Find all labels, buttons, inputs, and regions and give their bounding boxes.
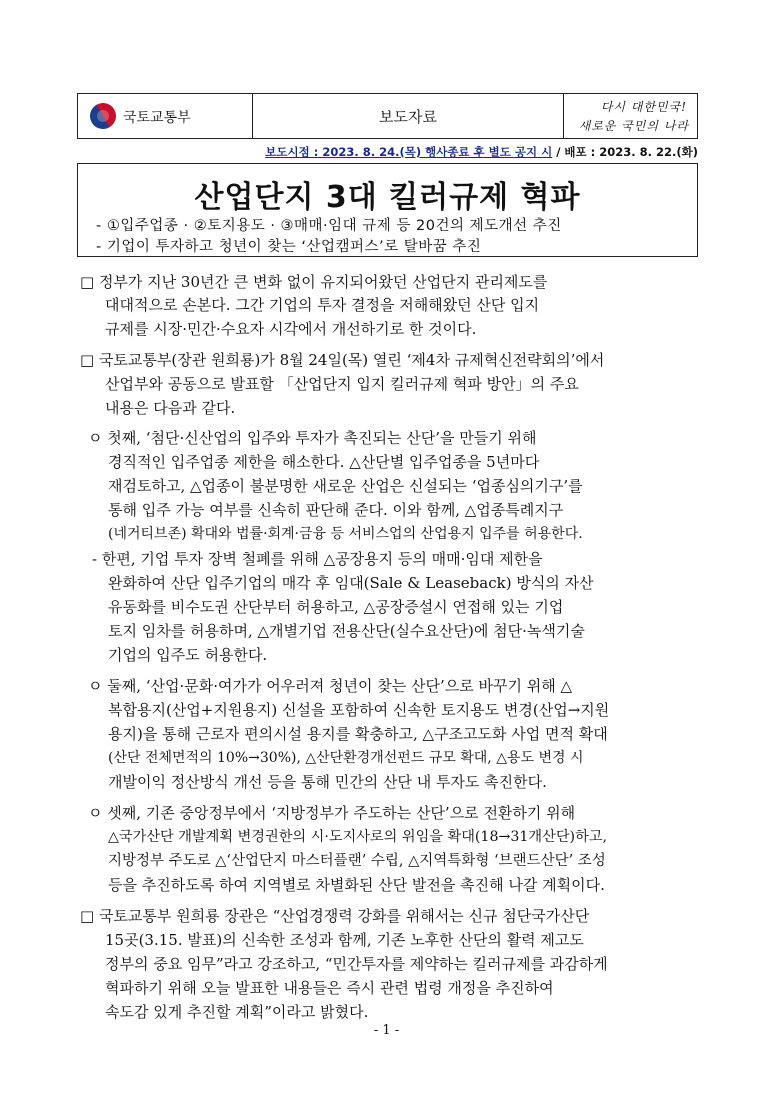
body-line: 등을 추진하도록 하여 지역별로 차별화된 산단 발전을 촉진해 나갈 계획이다.: [108, 876, 605, 894]
taegeuk-emblem-icon: [85, 98, 121, 134]
header-divider: [563, 94, 564, 138]
body-line: 재검토하고, △업종이 불분명한 새로운 산업은 신설되는 ‘업종심의기구’를: [108, 477, 583, 495]
body-line: 완화하여 산단 입주기업의 매각 후 임대(Sale & Leaseback) 방식의 자산: [108, 574, 594, 592]
body-line: ㅇ 둘째, ‘산업·문화·여가가 어우러져 청년이 찾는 산단’으로 바꾸기 위해 △: [88, 677, 573, 695]
body-line: 내용은 다음과 같다.: [105, 399, 236, 417]
page-number: - 1 -: [373, 1023, 400, 1038]
headline: 산업단지 3대 킬러규제 혁파: [194, 180, 581, 215]
body-line: □ 국토교통부(장관 원희룡)가 8월 24일(목) 열린 ‘제4차 규제혁신전략회의’에서: [80, 351, 605, 369]
body-line: 기업의 입주도 허용한다.: [108, 646, 268, 664]
slogan-line2: 새로운 국민의 나라: [578, 119, 689, 133]
body-line: (산단 전체면적의 10%→30%), △산단환경개선펀드 규모 확대, △용도 변경 시: [108, 750, 584, 766]
body-line: 토지 임차를 허용하며, △개별기업 전용산단(실수요산단)에 첨단·녹색기술: [108, 622, 585, 640]
body-line: 경직적인 입주업종 제한을 해소한다. △산단별 입주업종을 5년마다: [108, 453, 540, 471]
body-line: 혁파하기 위해 오늘 발표한 내용들은 즉시 관련 법령 개정을 추진하여: [105, 979, 554, 997]
header-box: [77, 93, 698, 139]
body-line: 개발이익 정산방식 개선 등을 통해 민간의 산단 내 투자도 촉진한다.: [108, 773, 547, 791]
body-line: □ 정부가 지난 30년간 큰 변화 없이 유지되어왔던 산업단지 관리제도를: [80, 273, 548, 291]
body-line: △국가산단 개발계획 변경권한의 시·도지사로의 위임을 확대(18→31개산단)하고,: [108, 829, 607, 845]
body-line: 통해 입주 가능 여부를 신속히 판단해 준다. 이와 함께, △업종특례지구: [108, 501, 564, 519]
body-line: 산업부와 공동으로 발표할 「산업단지 입지 킬러규제 혁파 방안」의 주요: [105, 375, 579, 393]
title-box: [77, 163, 698, 257]
subheadline-1: - ①입주업종 · ②토지용도 · ③매매·임대 규제 등 20건의 제도개선 추진: [96, 218, 562, 234]
body-line: 규제를 시장·민간·수요자 시각에서 개선하기로 한 것이다.: [105, 320, 477, 338]
release-info: [78, 144, 698, 160]
distribution-date: / 배포 : 2023. 8. 22.(화): [556, 145, 698, 159]
body-line: 유동화를 비수도권 산단부터 허용하고, △공장증설시 연접해 있는 기업: [108, 598, 564, 616]
body-line: - 한편, 기업 투자 장벽 철폐를 위해 △공장용지 등의 매매·임대 제한을: [92, 550, 543, 568]
body-line: 지방정부 주도로 △‘산업단지 마스터플랜’ 수립, △지역특화형 ‘브랜드산단’ 조성: [108, 853, 606, 869]
body-line: ㅇ 첫째, ‘첨단·신산업의 입주와 투자가 촉진되는 산단’을 만들기 위해: [88, 429, 537, 447]
body-line: 정부의 중요 임무”라고 강조하고, “민간투자를 제약하는 킬러규제를 과감하게: [105, 955, 608, 973]
subheadline-2: - 기업이 투자하고 청년이 찾는 ‘산업캠퍼스’로 탈바꿈 추진: [96, 239, 482, 255]
slogan-line1: 다시 대한민국!: [600, 100, 687, 114]
body-line: ㅇ 셋째, 기존 중앙정부에서 ‘지방정부가 주도하는 산단’으로 전환하기 위해: [88, 804, 576, 822]
body-line: 속도감 있게 추진할 계획”이라고 밝혔다.: [105, 1003, 369, 1021]
body-line: 용지)을 통해 근로자 편의시설 용지를 확충하고, △구조고도화 사업 면적 확대: [108, 725, 608, 743]
ministry-logo: [90, 102, 225, 130]
slogan: [578, 96, 693, 136]
body-line: 15곳(3.15. 발표)의 신속한 조성과 함께, 기존 노후한 산단의 활력 제고도: [105, 931, 584, 949]
embargo-time: 보도시점 : 2023. 8. 24.(목) 행사종료 후 별도 공지 시: [265, 145, 553, 159]
body-line: 대대적으로 손본다. 그간 기업의 투자 결정을 저해해왔던 산단 입지: [105, 296, 540, 314]
body-line: 복합용지(산업+지원용지) 신설을 포함하여 신속한 토지용도 변경(산업→지원: [108, 701, 610, 719]
body-line: (네거티브존) 확대와 법률·회계·금융 등 서비스업의 산업용지 입주를 허용한다.: [108, 526, 583, 542]
doc-type: 보도자료: [379, 108, 437, 126]
body-line: □ 국토교통부 원희룡 장관은 “산업경쟁력 강화를 위해서는 신규 첨단국가산단: [80, 907, 590, 925]
ministry-name: 국토교통부: [123, 110, 191, 126]
